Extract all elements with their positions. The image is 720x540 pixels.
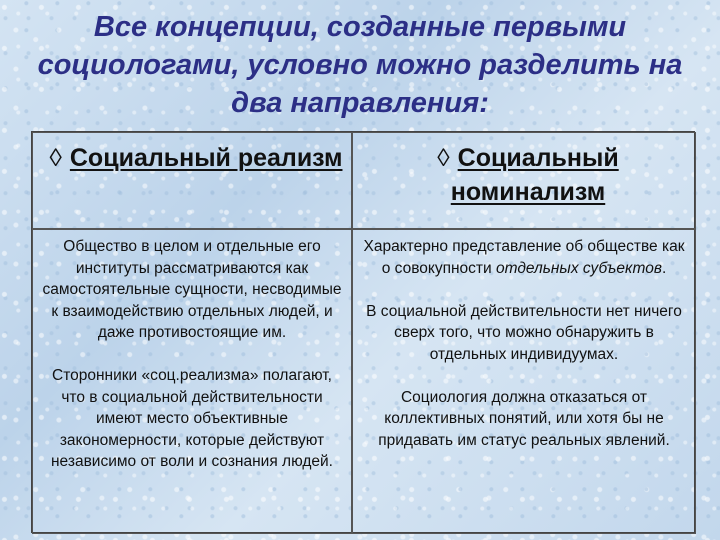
nominalism-description: [352, 229, 696, 534]
diamond-bullet-icon: ◊: [437, 144, 450, 172]
comparison-table: [31, 131, 695, 533]
diamond-bullet-icon: ◊: [49, 144, 62, 172]
nominalism-paragraph-2: В социальной действительности нет ничего сверх того, что можно обнаружить в отдельных индивидуумах.: [366, 302, 682, 363]
realism-description: [32, 229, 352, 534]
heading-social-realism: Социальный реализм: [69, 144, 343, 172]
heading-social-nominalism: Социальный номинализм: [450, 144, 619, 206]
slide-title: Все концепции, созданные первыми социологами, условно можно разделить на два направления:: [37, 11, 683, 119]
header-social-nominalism: [352, 132, 696, 229]
realism-paragraph-1: Общество в целом и отдельные его институты рассматриваются как самостоятельные сущности, несводимые к взаимодействию отдельных людей, и даже противостоящие им.: [42, 238, 342, 341]
nominalism-paragraph-1-emphasis: отдельных субъектов: [495, 259, 662, 277]
realism-paragraph-2: Сторонники «соц.реализма» полагают, что в социальной действительности имеют место объективные закономерности, которые действуют независимо от воли и сознания людей.: [51, 367, 333, 470]
nominalism-paragraph-1: [361, 236, 687, 279]
nominalism-paragraph-1-text: Характерно представление об обществе как о совокупности: [363, 238, 685, 277]
nominalism-paragraph-1-end: .: [661, 259, 667, 277]
header-social-realism: [32, 132, 352, 229]
nominalism-paragraph-3: Социология должна отказаться от коллективных понятий, или хотя бы не придавать им статус реальных явлений.: [378, 388, 670, 449]
